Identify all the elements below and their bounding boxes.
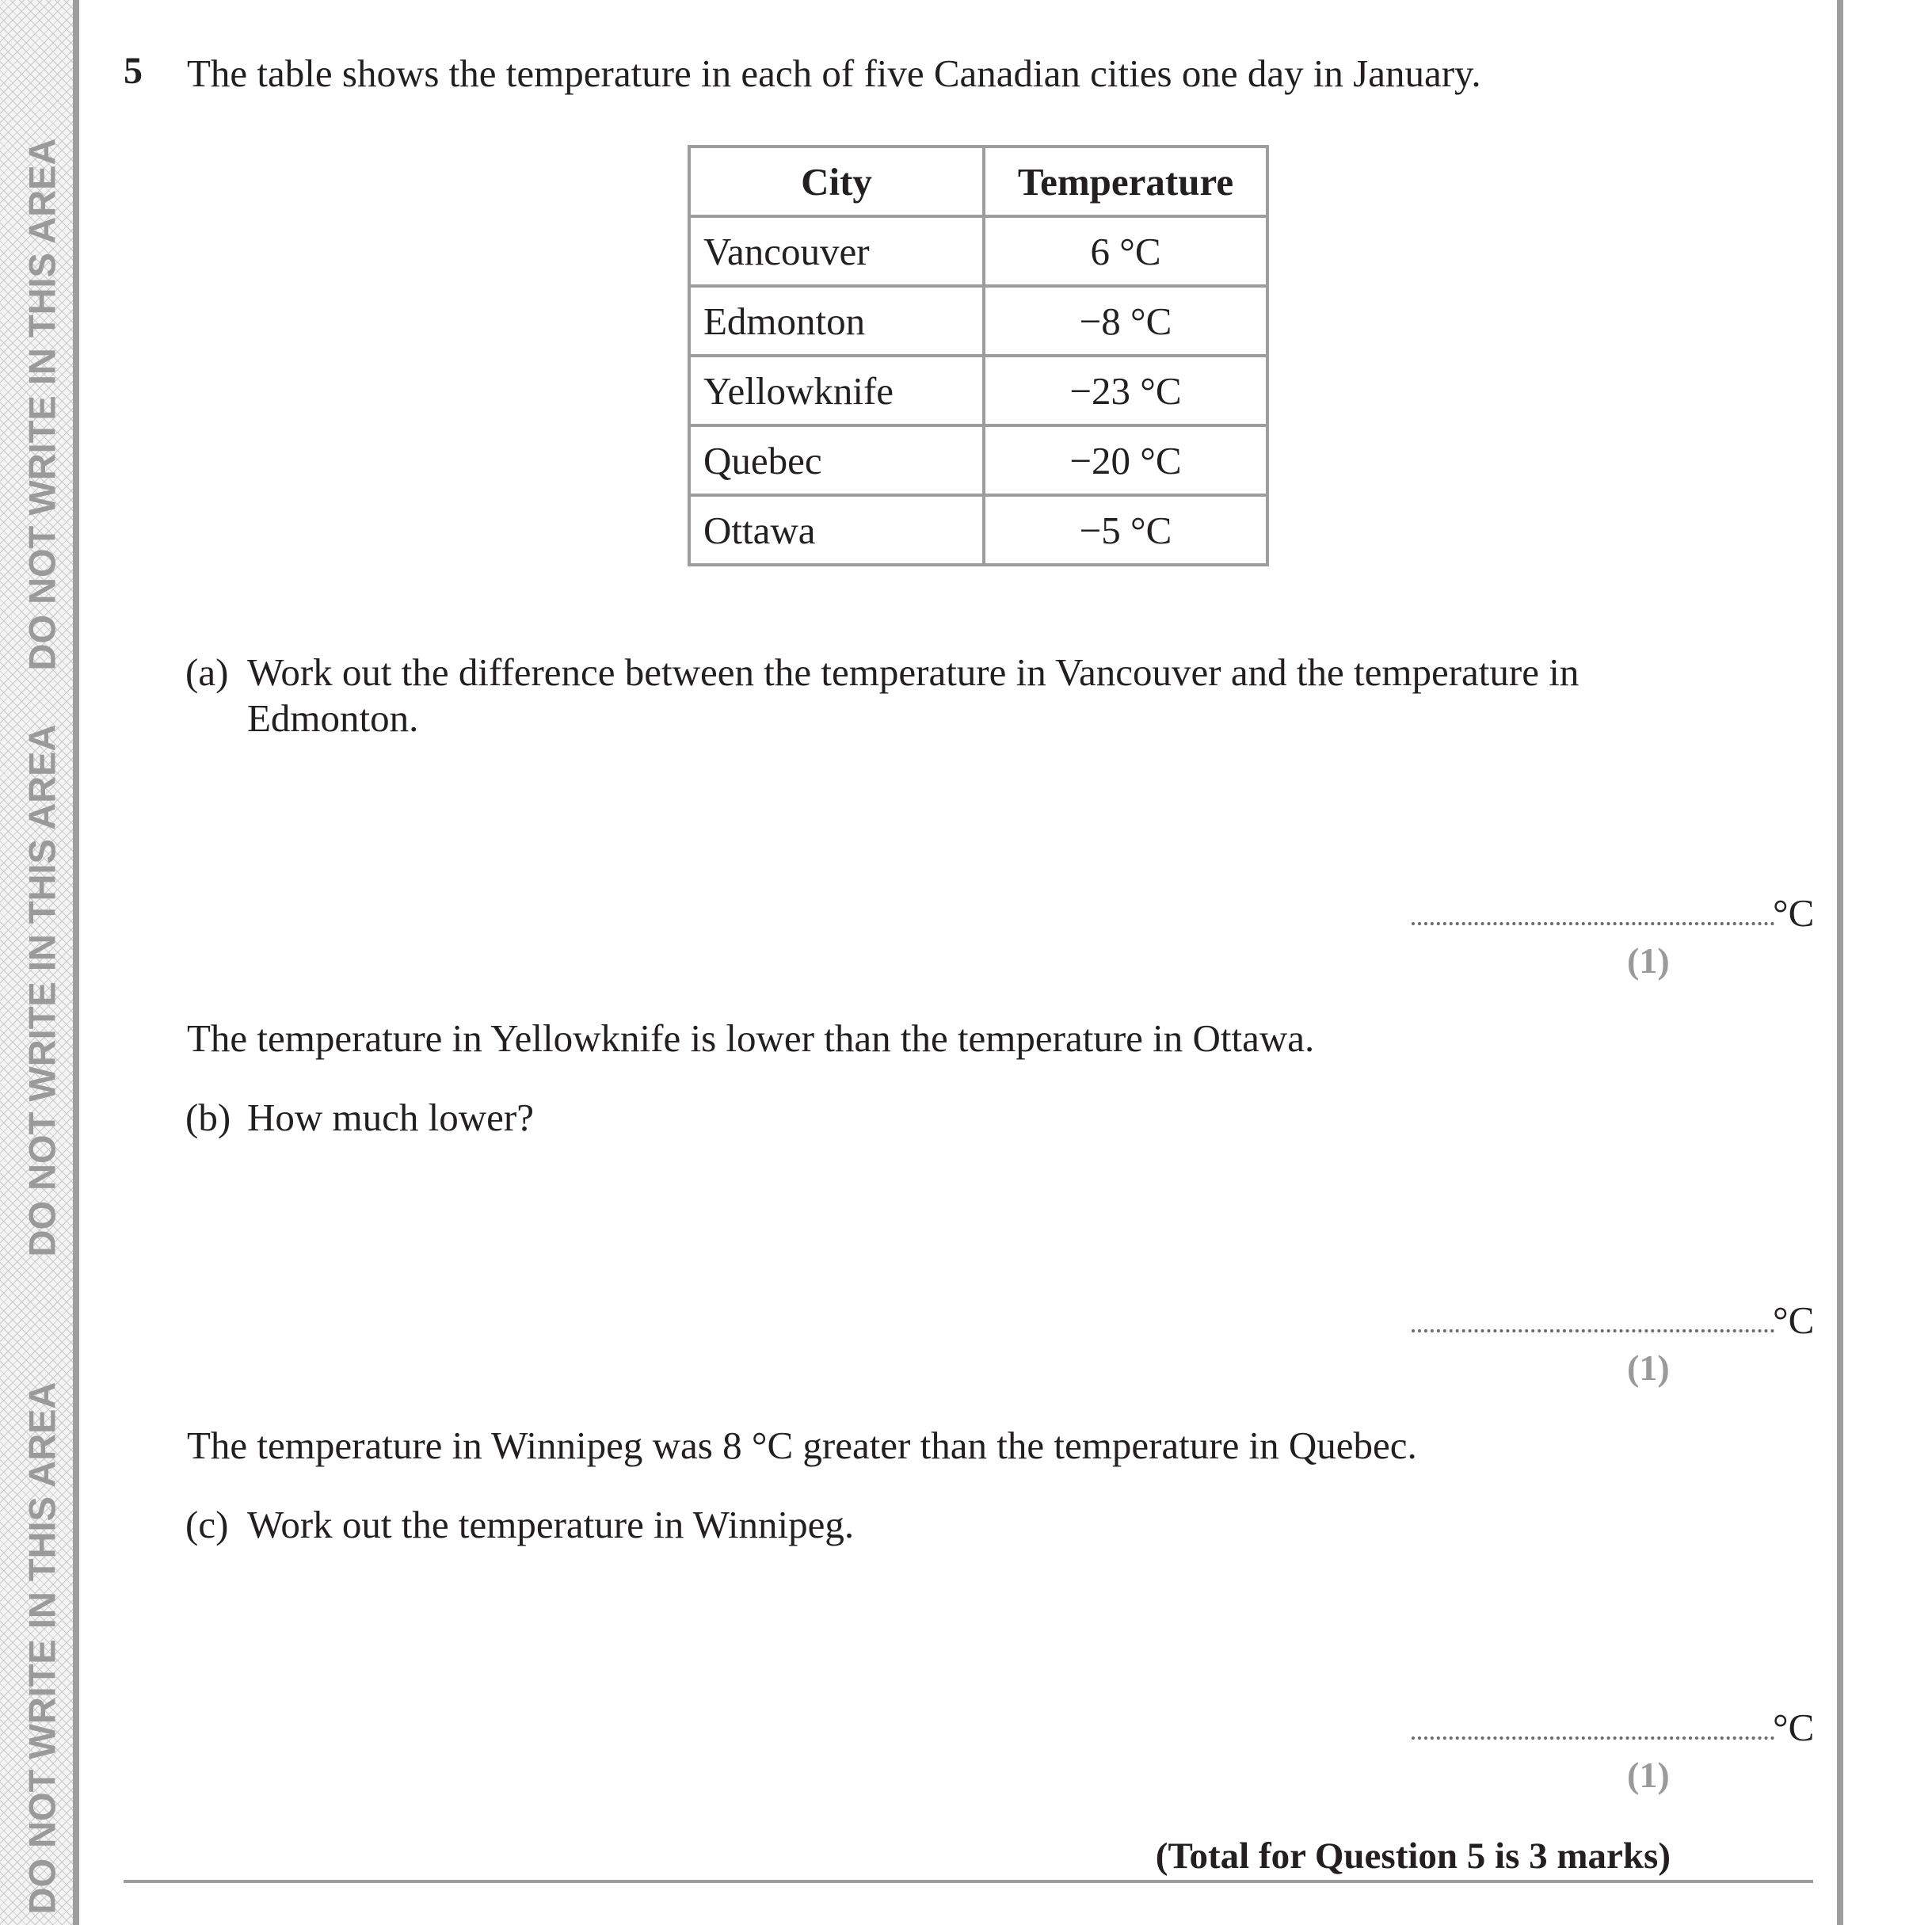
table-row bbox=[689, 495, 1267, 565]
city-cell: Yellowknife bbox=[689, 356, 984, 425]
table-row bbox=[689, 216, 1267, 286]
unit-a: °C bbox=[1773, 891, 1815, 935]
table-header-row bbox=[689, 147, 1267, 216]
margin-warning-2: DO NOT WRITE IN THIS AREA bbox=[21, 724, 63, 1256]
table-row bbox=[689, 286, 1267, 356]
question-number: 5 bbox=[124, 50, 143, 92]
city-cell: Vancouver bbox=[689, 216, 984, 286]
answer-line-a[interactable] bbox=[1412, 922, 1774, 925]
part-c-text: Work out the temperature in Winnipeg. bbox=[247, 1503, 855, 1546]
city-cell: Ottawa bbox=[689, 495, 984, 565]
marks-a: (1) bbox=[1627, 940, 1670, 981]
margin-warning-3: DO NOT WRITE IN THIS AREA bbox=[21, 1382, 63, 1914]
temperature-cell: −23 °C bbox=[984, 356, 1267, 425]
part-b-text: How much lower? bbox=[247, 1096, 534, 1139]
part-a-label: (a) bbox=[185, 650, 229, 694]
part-b-label: (b) bbox=[185, 1096, 231, 1139]
table-row bbox=[689, 356, 1267, 425]
bottom-divider bbox=[124, 1880, 1813, 1883]
total-marks: (Total for Question 5 is 3 marks) bbox=[1155, 1835, 1671, 1877]
stem-b: The temperature in Yellowknife is lower than the temperature in Ottawa. bbox=[187, 1016, 1315, 1060]
temperature-cell: −20 °C bbox=[984, 425, 1267, 495]
temperature-table bbox=[688, 145, 1269, 566]
answer-line-c[interactable] bbox=[1412, 1736, 1774, 1740]
table-row bbox=[689, 425, 1267, 495]
question-intro: The table shows the temperature in each of five Canadian cities one day in January. bbox=[187, 51, 1481, 95]
marks-b: (1) bbox=[1627, 1348, 1670, 1388]
unit-c: °C bbox=[1773, 1706, 1815, 1749]
part-c-label: (c) bbox=[185, 1503, 229, 1546]
margin-warning-1: DO NOT WRITE IN THIS AREA bbox=[21, 138, 63, 670]
margin-hatched-strip bbox=[0, 0, 79, 1925]
temperature-cell: 6 °C bbox=[984, 216, 1267, 286]
part-a-text-line1: Work out the difference between the temperature in Vancouver and the temperature in bbox=[247, 650, 1580, 694]
unit-b: °C bbox=[1773, 1298, 1815, 1342]
right-border-rule bbox=[1837, 0, 1843, 1925]
temperature-cell: −5 °C bbox=[984, 495, 1267, 565]
part-a-text-line2: Edmonton. bbox=[247, 696, 419, 740]
header-temperature: Temperature bbox=[984, 147, 1267, 216]
header-city: City bbox=[689, 147, 984, 216]
city-cell: Quebec bbox=[689, 425, 984, 495]
stem-c: The temperature in Winnipeg was 8 °C greater than the temperature in Quebec. bbox=[187, 1424, 1417, 1467]
temperature-cell: −8 °C bbox=[984, 286, 1267, 356]
marks-c: (1) bbox=[1627, 1755, 1670, 1795]
city-cell: Edmonton bbox=[689, 286, 984, 356]
answer-line-b[interactable] bbox=[1412, 1329, 1774, 1332]
